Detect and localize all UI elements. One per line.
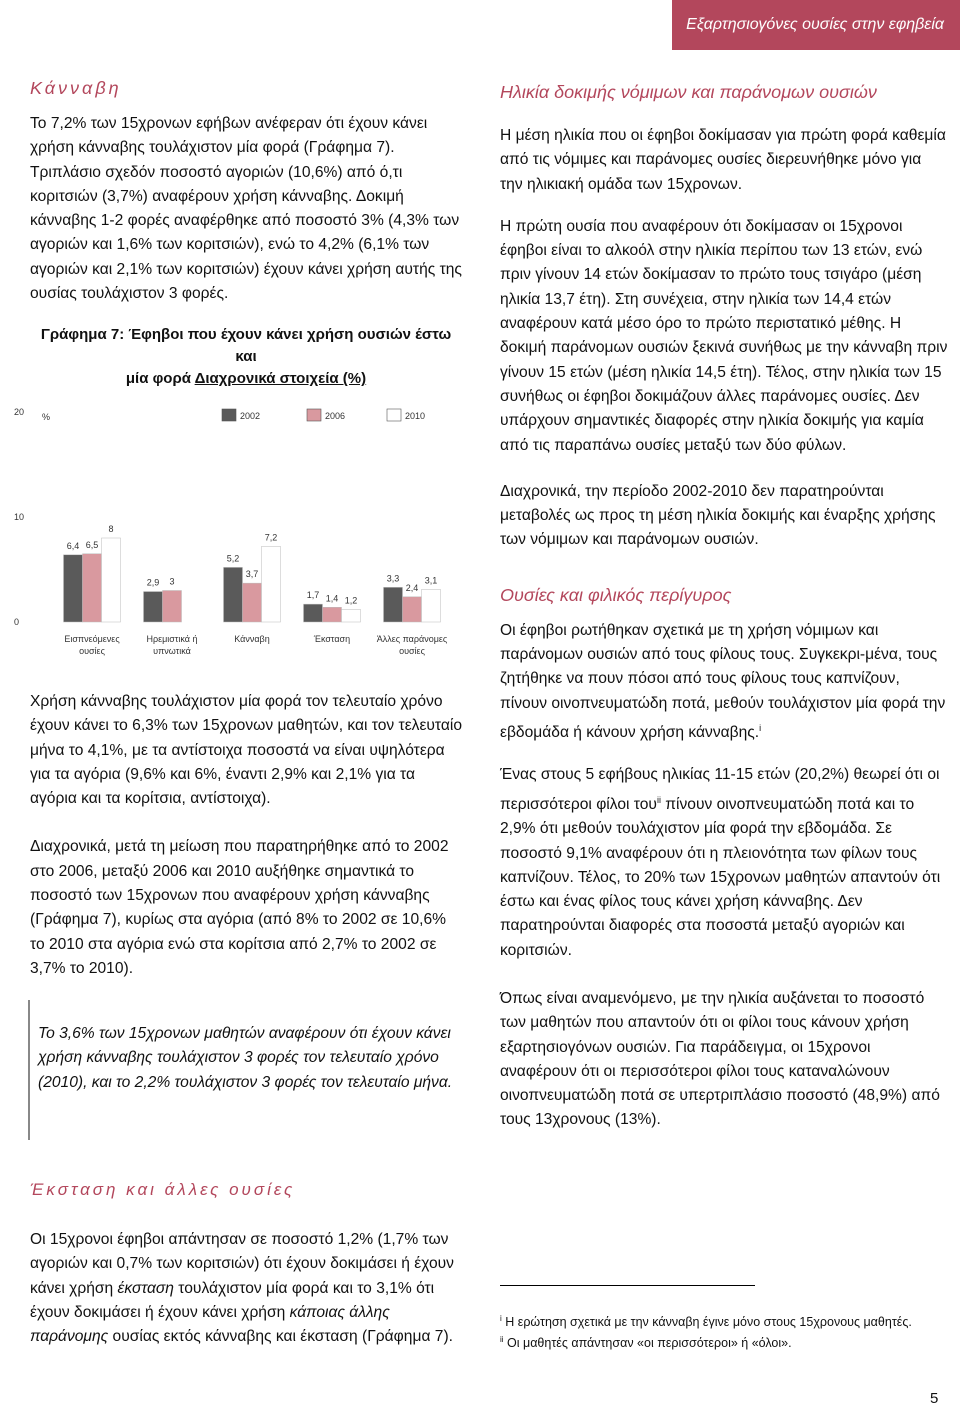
footnote-ref-i: i xyxy=(759,722,762,733)
y-tick-label: 0 xyxy=(14,617,20,627)
bar xyxy=(403,597,422,622)
footnote-ii-text: Οι μαθητές απάντησαν «οι περισσότεροι» ή «όλοι». xyxy=(503,1336,792,1351)
x-category-label: ουσίες xyxy=(399,646,425,656)
bar xyxy=(422,589,441,622)
callout-box xyxy=(28,1000,464,1140)
data-label: 6,4 xyxy=(66,540,80,551)
data-label: 6,5 xyxy=(85,539,99,550)
data-label: 1,2 xyxy=(344,595,358,606)
legend-label: 2010 xyxy=(405,411,426,421)
paragraph-age-intro: Η μέση ηλικία που οι έφηβοι δοκίμασαν για πρώτη φορά καθεμία από τις νόμιμες και παράνομες ουσίες διερευνήθηκε μόνο για την ηλικιακή ομάδα των 15χρονων. xyxy=(500,127,946,193)
emphasis-ecstasy: έκσταση xyxy=(117,1279,174,1297)
paragraph-peers-stats-part1: Ένας στους 5 εφήβους ηλικίας 11-15 ετών (20,2%) θεωρεί ότι οι περισσότεροι φίλοι του xyxy=(500,766,940,813)
chart-bars xyxy=(64,524,441,622)
bar xyxy=(243,583,262,622)
paragraph-ecstasy-part3: ουσίας εκτός κάνναβης και έκσταση (Γράφημα 7). xyxy=(108,1328,454,1346)
x-category-label: υπνωτικά xyxy=(153,646,191,656)
legend-label: 2002 xyxy=(240,411,261,421)
x-category-label: Άλλες παράνομες xyxy=(376,634,448,644)
paragraph-peers-intro-text: Οι έφηβοι ρωτήθηκαν σχετικά με τη χρήση νόμιμων και παράνομων ουσιών από τους φίλους τους. Συγκεκρι-μένα, τους ζητήθηκε να πουν πόσοι από τους φίλους τους καπνίζουν, πίνουν οινοπνευματώδη ποτά, μεθούν τουλάχιστον μία φορά την εβδομάδα ή κάνουν χρήση κάνναβης. xyxy=(500,621,946,742)
bar xyxy=(102,538,121,622)
bar xyxy=(83,554,102,622)
data-label: 8 xyxy=(108,524,114,534)
figure-caption xyxy=(30,324,462,390)
data-label: 2,9 xyxy=(146,577,160,588)
footnote-ref-ii: ii xyxy=(656,794,661,805)
paragraph-ecstasy-part1: Οι 15χρονοι έφηβοι απάντησαν σε ποσοστό 1,2% (1,7% των αγοριών και 0,7% των κοριτσιών) ότι έχουν δοκιμάσει ή έχουν κάνει χρήση xyxy=(30,1231,454,1297)
data-label: 3,7 xyxy=(245,569,259,580)
header-section-tag: Εξαρτησιογόνες ουσίες στην εφηβεία xyxy=(672,0,960,50)
data-label: 1,4 xyxy=(325,593,339,604)
paragraph-peers-age: Όπως είναι αναμενόμενο, με την ηλικία αυξάνεται το ποσοστό των μαθητών που απαντούν ότι οι φίλοι τους κάνουν χρήση εξαρτησιογόνων ουσιών. Για παράδειγμα, οι 15χρονοι αναφέρουν ότι οι περισσότεροι φίλοι τους καταναλώνουν οινοπνευματώδη ποτά σε υπερτριπλάσιο ποσοστό (48,9%) από τους 13χρονους (13%). xyxy=(500,989,940,1129)
x-category-label: Εισπνεόμενες xyxy=(64,634,120,644)
data-label: 2,4 xyxy=(405,582,419,593)
chart-y-unit: % xyxy=(42,412,51,422)
bar xyxy=(224,567,243,622)
legend-label: 2006 xyxy=(325,411,346,421)
right-column xyxy=(500,80,948,1133)
section-title-peers: Ουσίες και φιλικός περίγυρος xyxy=(500,584,732,605)
left-column-lower xyxy=(30,690,462,981)
data-label: 1,7 xyxy=(306,590,320,601)
footnote-i-mark: i xyxy=(500,1314,502,1323)
left-column-ecstasy xyxy=(30,1178,462,1349)
footnotes xyxy=(500,1310,948,1352)
bar xyxy=(384,587,403,622)
section-title-age-first-use: Ηλικία δοκιμής νόμιμων και παράνομων ουσιών xyxy=(500,82,877,102)
paragraph-age-details: Η πρώτη ουσία που αναφέρουν ότι δοκίμασαν οι 15χρονοι έφηβοι είναι το αλκοόλ στην ηλικία περίπου των 13 ετών, ενώ πριν γίνουν 14 ετών δοκίμασαν το πρώτο τους τσιγάρο (μέση ηλικία 13,7 έτη). Στη συνέχεια, στην ηλικία των 14,4 ετών αναφέρουν κατά μέσο όρο το πρώτο περιστατικό μέθης. Η δοκιμή παράνομων ουσιών ξεκινά συνήθως με την κάνναβη πριν γίνουν 15 ετών (μέση ηλικία 14,5 έτη). Τέλος, στην ηλικία των 15 συνήθως οι έφηβοι δοκιμάζουν άλλες παράνομες ουσίες. Δεν υπάρχουν σημαντικές διαφορές στην ηλικία δοκιμής για καμία από τις παραπάνω ουσίες μεταξύ των δύο φύλων. xyxy=(500,217,948,454)
data-label: 5,2 xyxy=(226,553,240,564)
footnote-divider xyxy=(500,1285,755,1286)
figure-caption-subtitle: Διαχρονικά στοιχεία (%) xyxy=(194,370,367,388)
header-band xyxy=(0,0,960,50)
legend-swatch xyxy=(222,409,236,421)
bar xyxy=(342,609,361,622)
paragraph-peers-stats-part2: πίνουν οινοπνευματώδη ποτά και το 2,9% ότι μεθούν τουλάχιστον μία φορά την εβδομάδα. Σε ποσοστό 9,1% αναφέρουν ότι η πλειονότητα των φίλων τους καπνίζουν. Τέλος, το 20% των 15χρονων μαθητών απαντούν ότι έστω και ένας φίλος τους κάνει χρήση κάνναβης. Δεν παρατηρούνται διαφορές στα ποσοστά μεταξύ αγοριών και κοριτσιών. xyxy=(500,795,941,959)
chart-y-axis xyxy=(14,407,24,627)
bar xyxy=(304,604,323,622)
page-number: 5 xyxy=(930,1390,939,1407)
x-category-label: Έκσταση xyxy=(313,634,351,644)
bar xyxy=(323,607,342,622)
bar xyxy=(144,592,163,622)
substance-use-chart xyxy=(12,400,462,670)
bar xyxy=(64,555,83,622)
bar xyxy=(262,546,281,622)
paragraph-peers-stats xyxy=(500,763,948,963)
bar xyxy=(163,591,182,623)
footnote-ii-mark: ii xyxy=(500,1335,504,1345)
x-category-label: ουσίες xyxy=(79,646,105,656)
figure-caption-line1: Γράφημα 7: Έφηβοι που έχουν κάνει χρήση ουσιών έστω και xyxy=(40,326,452,366)
paragraph-peers-intro xyxy=(500,619,948,746)
legend-swatch xyxy=(307,409,321,421)
footnote-ii xyxy=(500,1331,948,1352)
section-title-ecstasy: Έκσταση και άλλες ουσίες xyxy=(30,1180,296,1199)
callout-text: Το 3,6% των 15χρονων μαθητών αναφέρουν ότι έχουν κάνει χρήση κάνναβης τουλάχιστον 3 φορές τον τελευταίο χρόνο (2010), και το 2,2% τουλάχιστον 3 φορές τον τελευταίο μήνα. xyxy=(38,1025,453,1091)
section-title-cannabis: Κάνναβη xyxy=(30,78,122,98)
footnote-i-text: Η ερώτηση σχετικά με την κάνναβη έγινε μόνο στους 15χρονους μαθητές. xyxy=(501,1315,912,1330)
chart-x-labels xyxy=(64,634,448,656)
paragraph-ecstasy-part2: τουλάχιστον μία φορά και το 3,1% ότι έχουν δοκιμάσει ή έχουν κάνει χρήση xyxy=(30,1279,435,1321)
paragraph-ecstasy xyxy=(30,1228,462,1349)
left-column xyxy=(30,76,462,390)
paragraph-cannabis-trend: Διαχρονικά, μετά τη μείωση που παρατηρήθηκε από το 2002 στο 2006, μεταξύ 2006 και 2010 αυξήθηκε σημαντικά το ποσοστό των 15χρονων που αναφέρουν χρήση κάνναβης (Γράφημα 7), κυρίως στα αγόρια (από 8% το 2002 σε 10,6% το 2010 στα αγόρια ενώ στα κορίτσια από 2,7% το 2002 σε 3,7% το 2010). xyxy=(30,838,449,977)
legend-swatch xyxy=(387,409,401,421)
paragraph-cannabis-intro: Το 7,2% των 15χρονων εφήβων ανέφεραν ότι έχουν κάνει χρήση κάνναβης τουλάχιστον μία φορά (Γράφημα 7). Τριπλάσιο σχεδόν ποσοστό αγοριών (10,6%) από ό,τι κοριτσιών (3,7%) αναφέρουν χρήση κάνναβης. Δοκιμή κάνναβης 1-2 φορές αναφέρθηκε από ποσοστό 3% (4,3% των αγοριών και 1,6% των κοριτσιών), ενώ το 4,2% (6,1% των αγοριών και 2,1% των κοριτσιών) έχουν κάνει χρήση αυτής της ουσίας τουλάχιστον 3 φορές. xyxy=(30,115,462,303)
y-tick-label: 10 xyxy=(14,512,25,522)
emphasis-other-illegal: κάποιας άλλης παράνομης xyxy=(30,1303,390,1346)
x-category-label: Ηρεμιστικά ή xyxy=(146,634,198,644)
chart-legend xyxy=(222,409,425,421)
data-label: 7,2 xyxy=(264,532,278,543)
paragraph-age-trend: Διαχρονικά, την περίοδο 2002-2010 δεν παρατηρούνται μεταβολές ως προς τη μέση ηλικία δοκιμής και έναρξης χρήσης των νόμιμων και παράνομων ουσιών. xyxy=(500,482,936,549)
data-label: 3 xyxy=(169,576,175,587)
y-tick-label: 20 xyxy=(14,407,25,417)
x-category-label: Κάνναβη xyxy=(234,634,270,644)
data-label: 3,3 xyxy=(386,573,400,584)
figure-caption-line2: μία φορά xyxy=(125,370,191,388)
footnote-i xyxy=(500,1310,948,1331)
paragraph-cannabis-last-year: Χρήση κάνναβης τουλάχιστον μία φορά τον τελευταίο χρόνο έχουν κάνει το 6,3% των 15χρονων μαθητών, και τον τελευταίο μήνα το 4,1%, με τα αντίστοιχα ποσοστά να είναι υψηλότερα για τα αγόρια (9,6% και 6%, έναντι 2,9% και 2,1% για τα αγόρια και τα κορίτσια, αντίστοιχα). xyxy=(30,693,463,808)
data-label: 3,1 xyxy=(424,575,438,586)
